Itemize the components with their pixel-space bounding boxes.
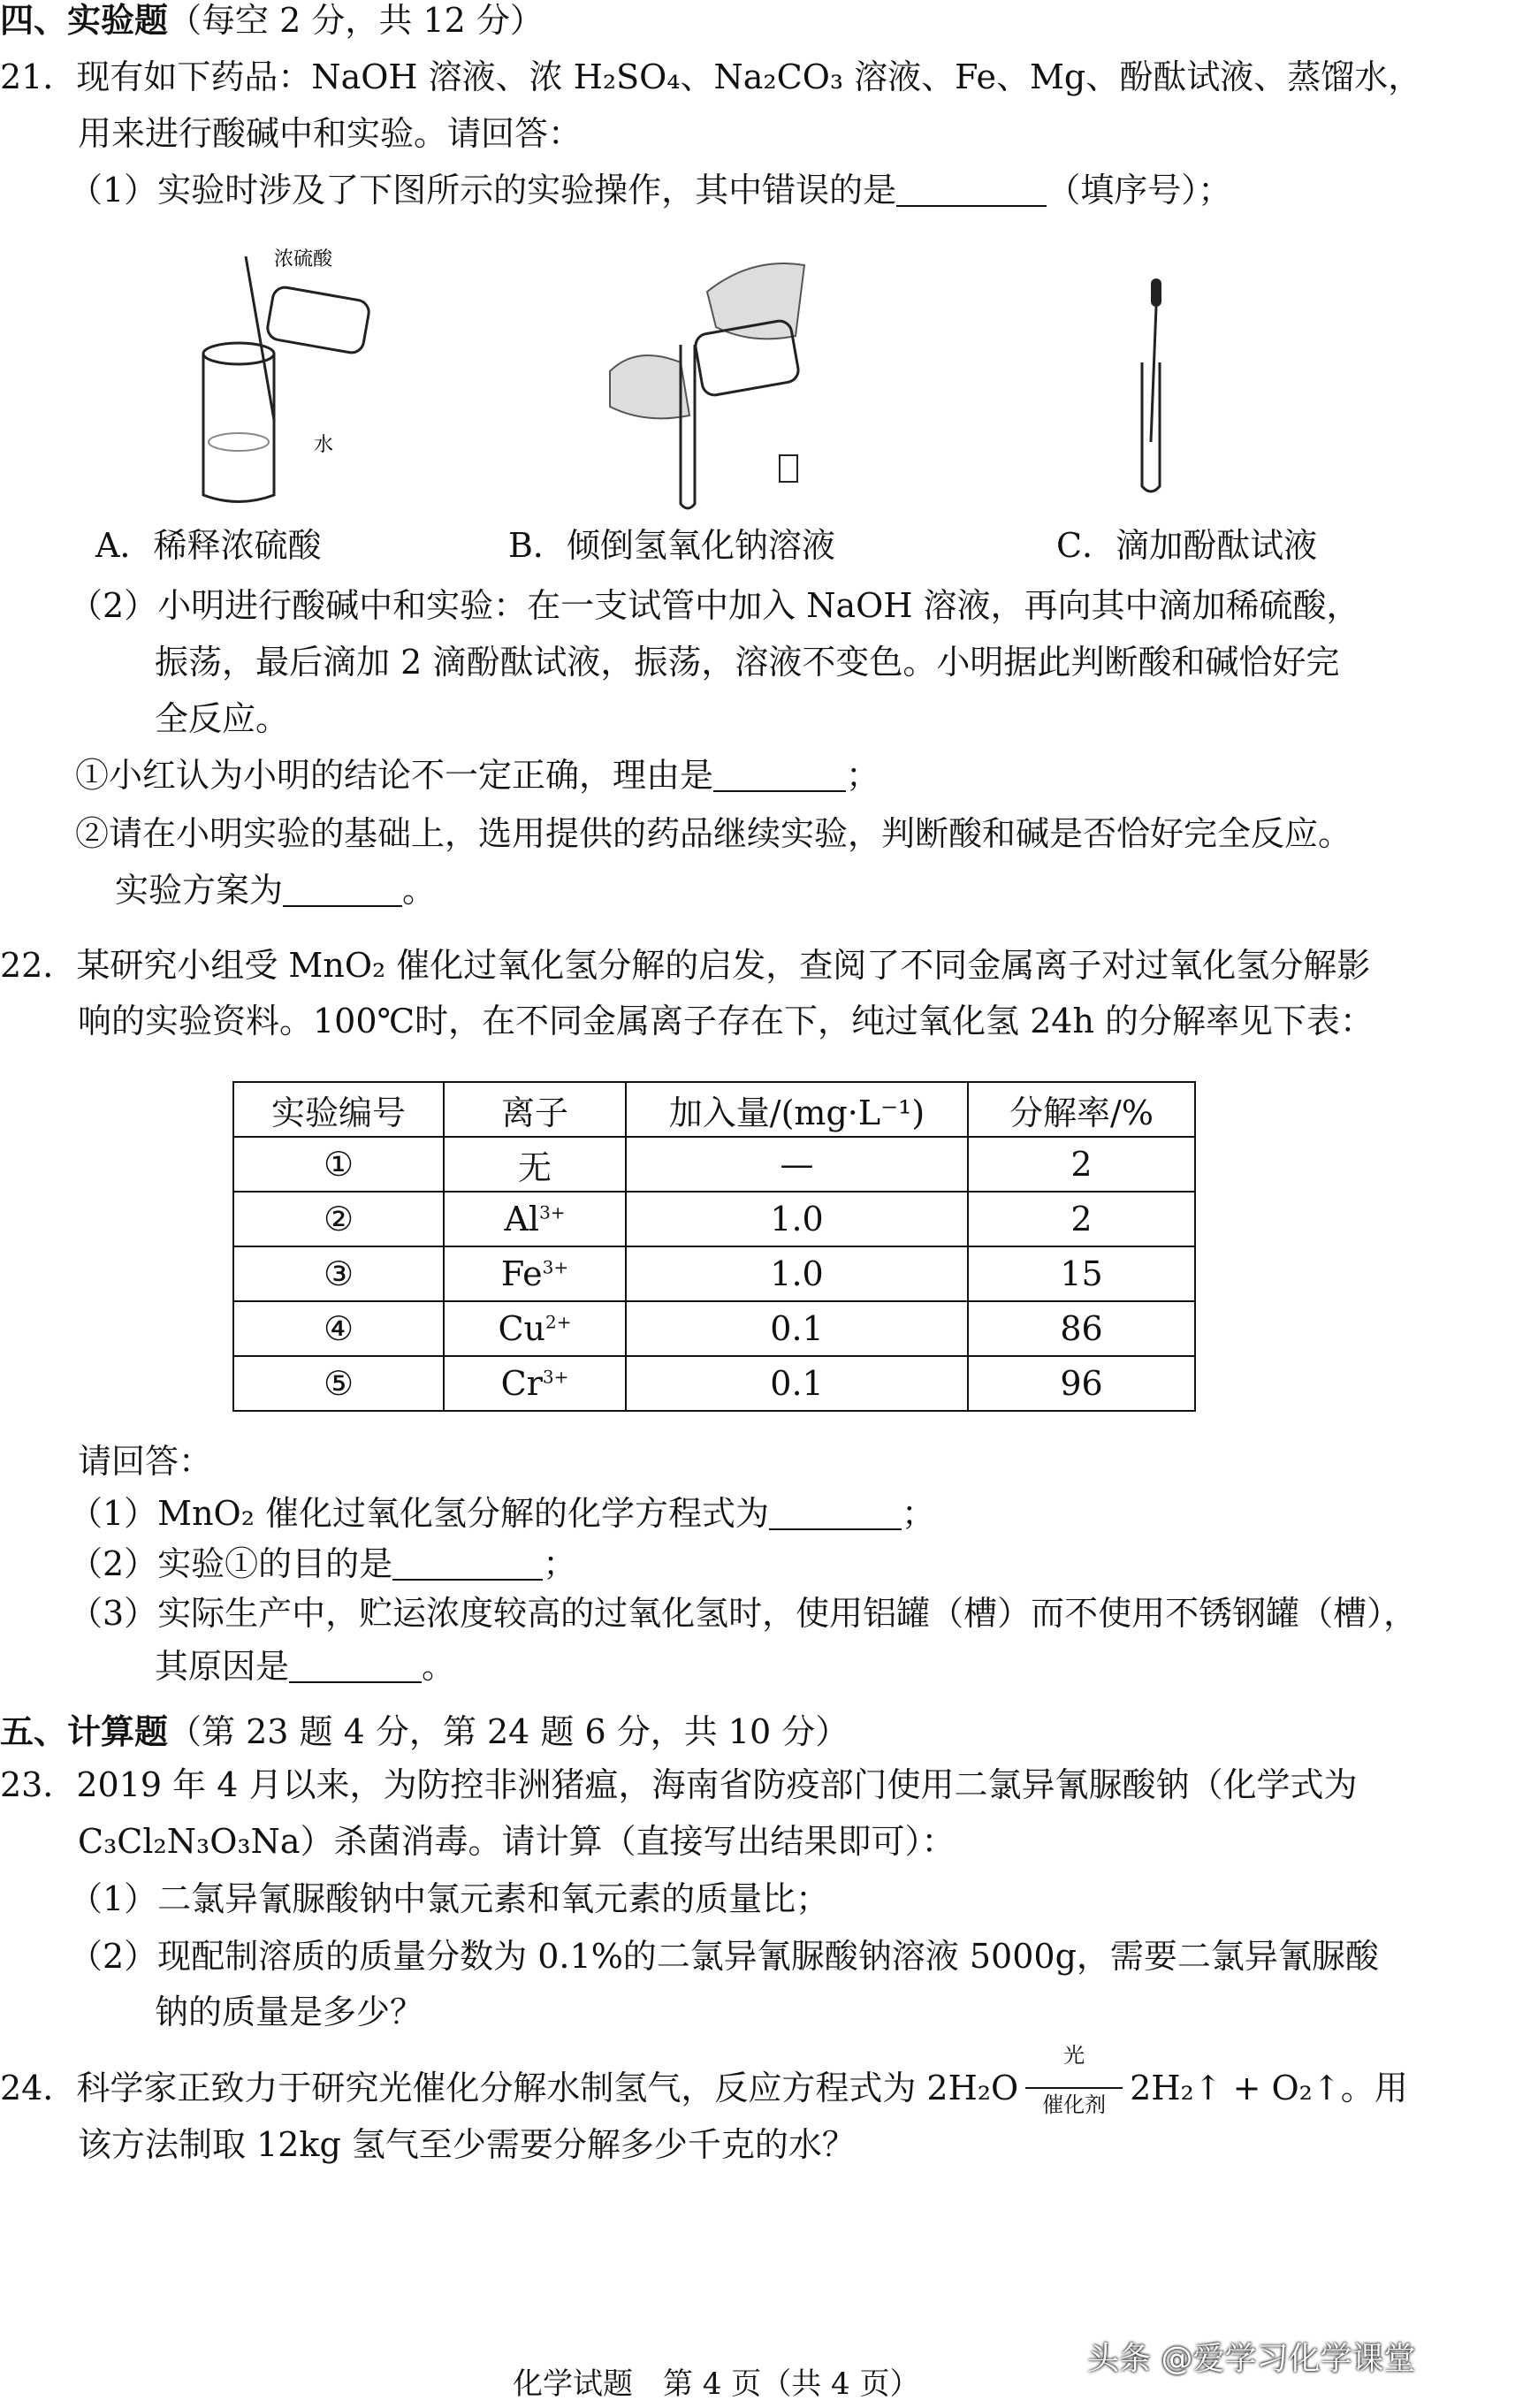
q23-line1: 23．2019 年 4 月以来，为防控非洲猪瘟，海南省防疫部门使用二氯异氰脲酸钠（化学式为 [0,1765,1358,1804]
text: 其原因是 [155,1647,290,1686]
text: ； [543,1544,577,1583]
q21-sub2-b [115,871,437,910]
q23-part1: （1）二氯异氰脲酸钠中氯元素和氧元素的质量比； [69,1879,830,1918]
table-row [233,1356,1195,1411]
pour-naoh-figure [583,239,849,513]
q21-part1 [69,171,1232,210]
charge: 3+ [542,1366,569,1388]
text: （2）实验①的目的是 [69,1544,393,1583]
table-row [233,1301,1195,1356]
charge: 3+ [539,1201,566,1223]
ion: Al [504,1200,540,1238]
q22-line1: 22．某研究小组受 MnO₂ 催化过氧化氢分解的启发，查阅了不同金属离子对过氧化氢分解影 [0,946,1371,985]
q21-sub1 [75,756,880,795]
header-cell: 加入量/(mg·L⁻¹) [626,1082,968,1137]
text: （1）实验时涉及了下图所示的实验操作，其中错误的是 [69,171,897,210]
answer-blank[interactable] [289,1653,422,1683]
answer-blank[interactable] [896,177,1047,207]
header-cell: 离子 [444,1082,626,1137]
acid-label: 浓硫酸 [274,248,333,271]
cell: 1.0 [626,1192,968,1246]
cell: 15 [968,1246,1195,1301]
caption-a: A．稀释浓硫酸 [95,526,322,565]
text: ； [902,1494,936,1533]
cell [444,1246,626,1301]
water-label: 水 [314,434,334,456]
q23-part2-b: 钠的质量是多少？ [155,1993,424,2031]
cell [444,1356,626,1411]
q21-part2-l3: 全反应。 [155,699,290,738]
section-title: 五、计算题 [0,1712,169,1751]
q21-line2: 用来进行酸碱中和实验。请回答： [78,114,583,153]
text: ； [846,756,880,795]
answer-blank[interactable] [713,762,846,792]
cell: ① [233,1137,444,1192]
watermark: 头条 @爱学习化学课堂 [1087,2341,1416,2377]
text: 2H₂↑ + O₂↑。用 [1130,2069,1408,2107]
section-4-heading [0,1,544,40]
text: 。 [402,871,437,910]
cell: ④ [233,1301,444,1356]
cell [444,1192,626,1246]
q21-part2-l1: （2）小明进行酸碱中和实验：在一支试管中加入 NaOH 溶液，再向其中滴加稀硫酸， [69,586,1360,625]
charge: 3+ [542,1256,569,1278]
cell: 2 [968,1137,1195,1192]
q21-part2-l2: 振荡，最后滴加 2 滴酚酞试液，振荡，溶液不变色。小明据此判断酸和碱恰好完 [155,643,1340,682]
q22-ask: 请回答： [78,1442,213,1481]
text: 。 [422,1647,456,1686]
table-row [233,1192,1195,1246]
q22-part3-b [155,1647,456,1686]
ion: Cu [498,1309,546,1348]
cell: 0.1 [626,1356,968,1411]
condition-bottom: 催化剂 [1042,2092,1107,2117]
answer-blank[interactable] [769,1500,902,1530]
section-title: 四、实验题 [0,1,169,40]
table-row [233,1246,1195,1301]
answer-blank[interactable] [283,877,402,907]
header-cell: 实验编号 [233,1082,444,1137]
cell: ⑤ [233,1356,444,1411]
q22-line2: 响的实验资料。100℃时，在不同金属离子存在下，纯过氧化氢 24h 的分解率见下表： [78,1002,1375,1040]
reaction-condition [1025,2043,1123,2117]
cell: 2 [968,1192,1195,1246]
q22-part1 [69,1494,936,1533]
cell [444,1137,626,1192]
cell: — [626,1137,968,1192]
q24-line1 [0,2043,1408,2117]
q23-part2: （2）现配制溶质的质量分数为 0.1%的二氯异氰脲酸钠溶液 5000g，需要二氯异氰脲酸 [69,1937,1379,1976]
cell: 96 [968,1356,1195,1411]
table-header [233,1082,1195,1137]
caption-b: B．倾倒氢氧化钠溶液 [508,526,835,565]
cell: 1.0 [626,1246,968,1301]
cell [444,1301,626,1356]
text: ①小红认为小明的结论不一定正确，理由是 [75,756,714,795]
caption-c: C．滴加酚酞试液 [1056,526,1318,565]
text: （1）MnO₂ 催化过氧化氢分解的化学方程式为 [69,1494,770,1533]
cell: 0.1 [626,1301,968,1356]
cell: ③ [233,1246,444,1301]
q22-part2 [69,1544,577,1583]
data-table [232,1081,1196,1412]
text: 24．科学家正致力于研究光催化分解水制氢气，反应方程式为 2H₂O [0,2069,1019,2107]
q21-line1: 21．现有如下药品：NaOH 溶液、浓 H₂SO₄、Na₂CO₃ 溶液、Fe、Mg、酚酞试液、蒸馏水， [0,57,1422,96]
text: （填序号）； [1047,171,1232,210]
ion: 无 [517,1147,552,1187]
cell: 86 [968,1301,1195,1356]
table-row [233,1137,1195,1192]
q22-part3: （3）实际生产中，贮运浓度较高的过氧化氢时，使用铝罐（槽）而不使用不锈钢罐（槽）， [69,1594,1418,1633]
ion: Cr [500,1364,543,1403]
section-note: （第 23 题 4 分，第 24 题 6 分，共 10 分） [168,1712,849,1751]
dilute-acid-figure [186,239,407,513]
text: 实验方案为 [115,871,284,910]
q21-sub2: ②请在小明实验的基础上，选用提供的药品继续实验，判断酸和碱是否恰好完全反应。 [75,814,1352,853]
ion: Fe [500,1254,543,1293]
q23-line2: C₃Cl₂N₃O₃Na）杀菌消毒。请计算（直接写出结果即可）： [78,1822,956,1861]
section-note: （每空 2 分，共 12 分） [168,1,544,40]
page-footer: 化学试题 第 4 页（共 4 页） [513,2366,920,2402]
q24-line2: 该方法制取 12kg 氢气至少需要分解多少千克的水？ [78,2125,856,2164]
condition-top: 光 [1063,2043,1085,2068]
charge: 2+ [545,1311,572,1333]
answer-blank[interactable] [392,1551,543,1581]
add-indicator-figure [1123,265,1193,504]
section-5-heading [0,1712,849,1751]
cell: ② [233,1192,444,1246]
header-cell: 分解率/% [968,1082,1195,1137]
reaction-arrow [1025,2087,1123,2089]
